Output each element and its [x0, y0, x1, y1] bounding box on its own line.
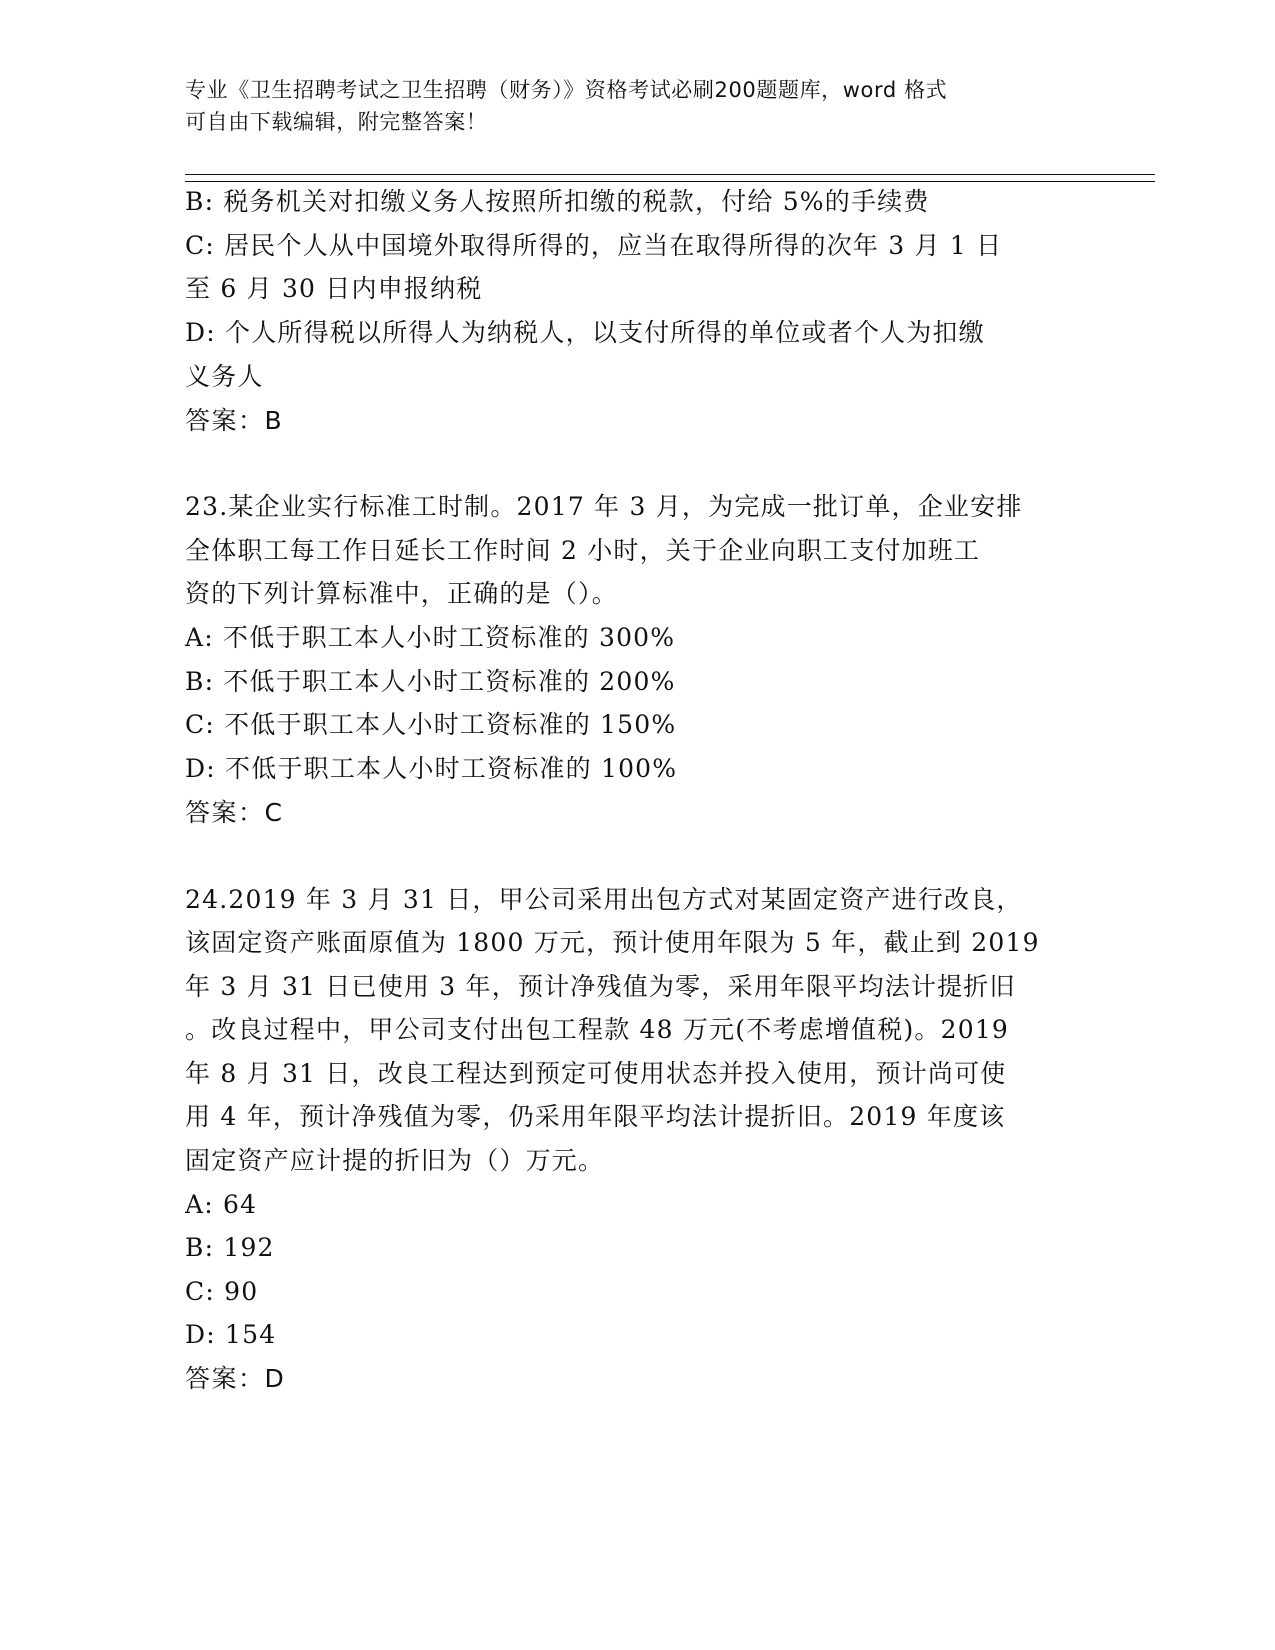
q23-option-b: B: 不低于职工本人小时工资标准的 200% [185, 667, 676, 696]
q23-stem-line-2: 全体职工每工作日延长工作时间 2 小时，关于企业向职工支付加班工 [185, 536, 981, 565]
document-header [185, 74, 1065, 138]
header-title-line-2: 可自由下载编辑，附完整答案！ [185, 110, 488, 134]
q23-option-c: C: 不低于职工本人小时工资标准的 150% [185, 710, 677, 739]
header-divider-top [185, 174, 1155, 175]
prev-option-c-line-1: C: 居民个人从中国境外取得所得的，应当在取得所得的次年 3 月 1 日 [185, 231, 1003, 260]
prev-option-b: B: 税务机关对扣缴义务人按照所扣缴的税款，付给 5%的手续费 [185, 187, 930, 216]
prev-option-c-line-2: 至 6 月 30 日内申报纳税 [185, 274, 483, 303]
q24-answer: 答案：D [185, 1364, 286, 1393]
q24-stem-line-2: 该固定资产账面原值为 1800 万元，预计使用年限为 5 年，截止到 2019 [185, 928, 1040, 957]
q24-option-d: D: 154 [185, 1320, 277, 1349]
q24-stem-line-1: 24.2019 年 3 月 31 日，甲公司采用出包方式对某固定资产进行改良， [185, 885, 1023, 914]
prev-answer: 答案：B [185, 406, 284, 435]
q23-option-a: A: 不低于职工本人小时工资标准的 300% [185, 623, 676, 652]
header-divider-bottom [185, 181, 1155, 182]
header-title-line-1: 专业《卫生招聘考试之卫生招聘（财务）》资格考试必刷200题题库，word 格式 [185, 78, 948, 102]
q24-option-b: B: 192 [185, 1233, 275, 1262]
q24-option-a: A: 64 [185, 1190, 258, 1219]
q23-stem-line-1: 23.某企业实行标准工时制。2017 年 3 月，为完成一批订单，企业安排 [185, 492, 1023, 521]
q23-option-d: D: 不低于职工本人小时工资标准的 100% [185, 754, 678, 783]
q24-stem-line-6: 用 4 年，预计净残值为零，仍采用年限平均法计提折旧。2019 年度该 [185, 1102, 1006, 1131]
prev-option-d-line-1: D: 个人所得税以所得人为纳税人，以支付所得的单位或者个人为扣缴 [185, 318, 985, 347]
q24-stem-line-7: 固定资产应计提的折旧为（）万元。 [185, 1146, 605, 1175]
q24-option-c: C: 90 [185, 1277, 259, 1306]
q24-stem-line-4: 。改良过程中，甲公司支付出包工程款 48 万元(不考虑增值税)。2019 [185, 1015, 1010, 1044]
q23-answer: 答案：C [185, 798, 284, 827]
q24-stem-line-3: 年 3 月 31 日已使用 3 年，预计净残值为零，采用年限平均法计提折旧 [185, 972, 1016, 1001]
q24-stem-line-5: 年 8 月 31 日，改良工程达到预定可使用状态并投入使用，预计尚可使 [185, 1059, 1007, 1088]
prev-option-d-line-2: 义务人 [185, 362, 264, 391]
q23-stem-line-3: 资的下列计算标准中，正确的是（）。 [185, 579, 618, 608]
